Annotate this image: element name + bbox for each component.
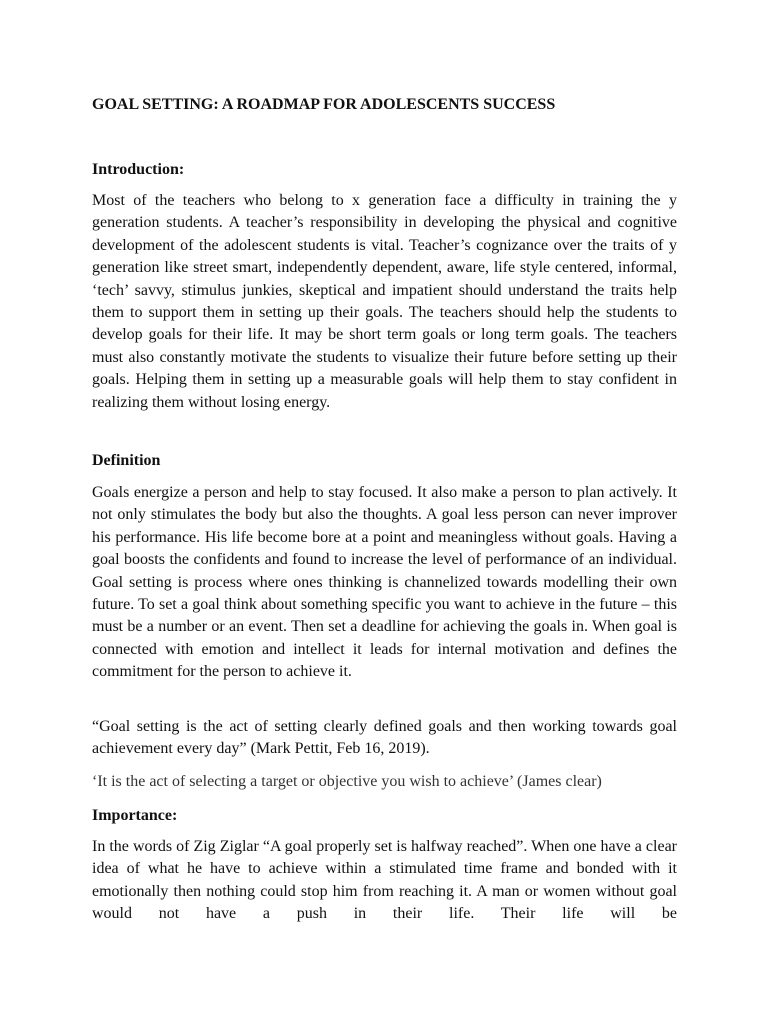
importance-heading: Importance: xyxy=(92,807,178,824)
definition-heading: Definition xyxy=(92,452,161,469)
definition-quote-pettit: “Goal setting is the act of setting clearly defined goals and then working towards goal achievement every day” (Mark Pettit, Feb 16, 2019). xyxy=(92,718,677,758)
introduction-heading: Introduction: xyxy=(92,161,185,178)
introduction-paragraph: Most of the teachers who belong to x generation face a difficulty in training the y generation students. A teacher’s responsibility in developing the physical and cognitive development of the adolescent students is vital. Teacher’s cognizance over the traits of y generation like street smart, independently dependent, aware, life style centered, informal, ‘tech’ savvy, stimulus junkies, skeptical and impatient should understand the traits help them to support them in setting up their goals. The teachers should help the students to develop goals for their life. It may be short term goals or long term goals. The teachers must also constantly motivate the students to visualize their future before setting up their goals. Helping them in setting up a measurable goals will help them to stay confident in realizing them without losing energy. xyxy=(92,192,677,411)
definition-paragraph: Goals energize a person and help to stay focused. It also make a person to plan actively. It not only stimulates the body but also the thoughts. A goal less person can never improver his performance. His life become bore at a point and meaningless without goals. Having a goal boosts the confidents and found to increase the level of performance of an individual. Goal setting is process where ones thinking is channelized towards modelling their own future. To set a goal think about something specific you want to achieve in the future – this must be a number or an event. Then set a deadline for achieving the goals in. When goal is connected with emotion and intellect it leads for internal motivation and defines the commitment for the person to achieve it. xyxy=(92,484,677,681)
definition-quote-james-clear: ‘It is the act of selecting a target or objective you wish to achieve’ (James clear) xyxy=(92,773,602,790)
document-title: GOAL SETTING: A ROADMAP FOR ADOLESCENTS SUCCESS xyxy=(92,96,556,113)
importance-paragraph: In the words of Zig Ziglar “A goal properly set is halfway reached”. When one have a clear idea of what he have to achieve within a stimulated time frame and bonded with it emotionally then nothing could stop him from reaching it. A man or women without goal would not have a push in their life. Their life will be xyxy=(92,838,677,923)
